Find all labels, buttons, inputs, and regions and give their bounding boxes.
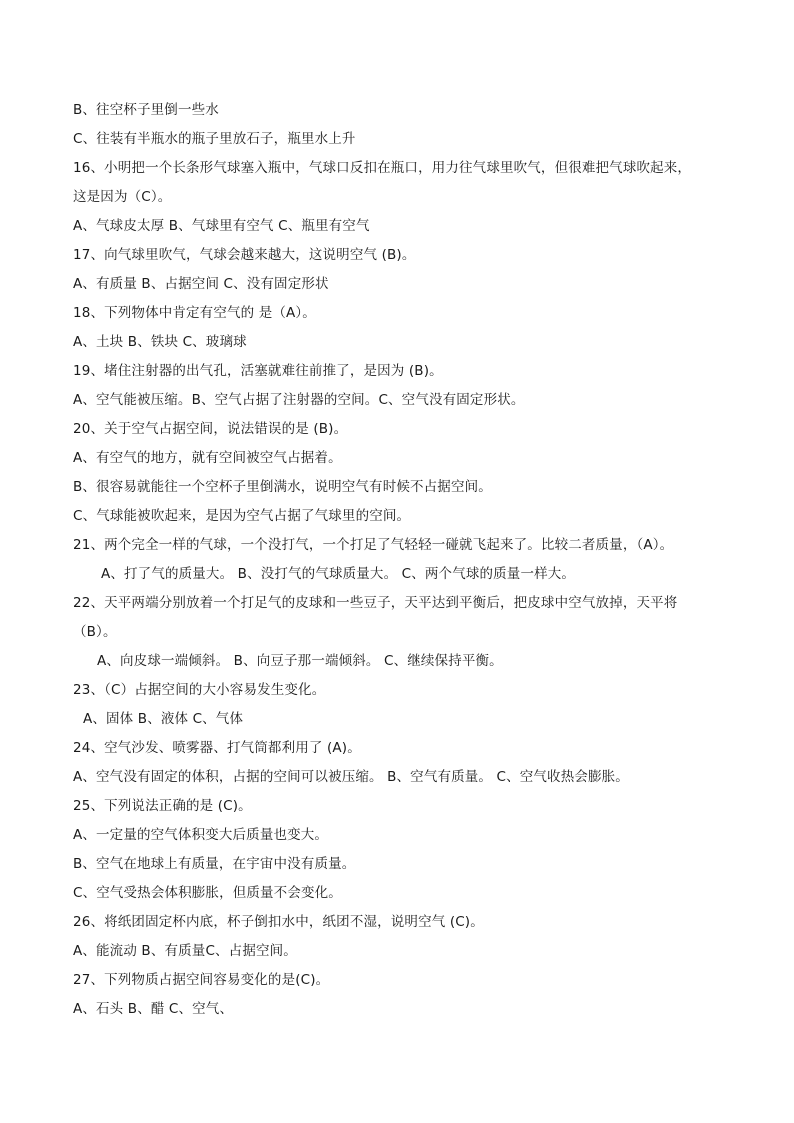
text-line: C、气球能被吹起来，是因为空气占据了气球里的空间。 xyxy=(73,508,411,524)
text-line: 20、关于空气占据空间，说法错误的是 (B)。 xyxy=(73,421,348,437)
text-line: A、固体 B、液体 C、气体 xyxy=(83,711,244,727)
text-line: 23、（C）占据空间的大小容易发生变化。 xyxy=(73,682,326,698)
text-line: 19、堵住注射器的出气孔，活塞就难往前推了，是因为 (B)。 xyxy=(73,363,443,379)
text-line: C、空气受热会体积膨胀，但质量不会变化。 xyxy=(73,885,342,901)
text-line: B、往空杯子里倒一些水 xyxy=(73,102,219,118)
text-line: 24、空气沙发、喷雾器、打气筒都利用了 (A)。 xyxy=(73,740,361,756)
text-line: 这是因为（C）。 xyxy=(73,189,172,205)
text-line: C、往装有半瓶水的瓶子里放石子，瓶里水上升 xyxy=(73,131,356,147)
text-line: （B）。 xyxy=(73,624,117,640)
text-line: 21、两个完全一样的气球，一个没打气，一个打足了气轻轻一碰就飞起来了。比较二者质量，（A）。 xyxy=(73,537,674,553)
text-line: 22、天平两端分别放着一个打足气的皮球和一些豆子，天平达到平衡后，把皮球中空气放掉，天平将 xyxy=(73,595,678,611)
text-line: A、空气没有固定的体积，占据的空间可以被压缩。 B、空气有质量。 C、空气收热会膨胀。 xyxy=(73,769,629,785)
text-line: 26、将纸团固定杯内底，杯子倒扣水中，纸团不湿，说明空气 (C)。 xyxy=(73,914,484,930)
text-line: 25、下列说法正确的是 (C)。 xyxy=(73,798,252,814)
text-line: A、土块 B、铁块 C、玻璃球 xyxy=(73,334,247,350)
text-line: A、气球皮太厚 B、气球里有空气 C、瓶里有空气 xyxy=(73,218,370,234)
document-body xyxy=(73,96,743,1024)
text-line: A、打了气的质量大。 B、没打气的气球质量大。 C、两个气球的质量一样大。 xyxy=(101,566,576,582)
text-line: 27、下列物质占据空间容易变化的是(C)。 xyxy=(73,972,330,988)
text-line: A、向皮球一端倾斜。 B、向豆子那一端倾斜。 C、继续保持平衡。 xyxy=(97,653,503,669)
text-line: A、一定量的空气体积变大后质量也变大。 xyxy=(73,827,329,843)
text-line: B、空气在地球上有质量，在宇宙中没有质量。 xyxy=(73,856,356,872)
text-line: A、空气能被压缩。B、空气占据了注射器的空间。C、空气没有固定形状。 xyxy=(73,392,525,408)
text-line: A、石头 B、醋 C、空气、 xyxy=(73,1001,234,1017)
text-line: 16、小明把一个长条形气球塞入瓶中，气球口反扣在瓶口，用力往气球里吹气，但很难把气球吹起来， xyxy=(73,160,692,176)
text-line: 18、下列物体中肯定有空气的 是（A）。 xyxy=(73,305,316,321)
text-line: A、能流动 B、有质量C、占据空间。 xyxy=(73,943,297,959)
text-line: A、有空气的地方，就有空间被空气占据着。 xyxy=(73,450,342,466)
text-line: A、有质量 B、占据空间 C、没有固定形状 xyxy=(73,276,329,292)
text-line: 17、向气球里吹气，气球会越来越大，这说明空气 (B)。 xyxy=(73,247,416,263)
text-line: B、很容易就能往一个空杯子里倒满水，说明空气有时候不占据空间。 xyxy=(73,479,492,495)
